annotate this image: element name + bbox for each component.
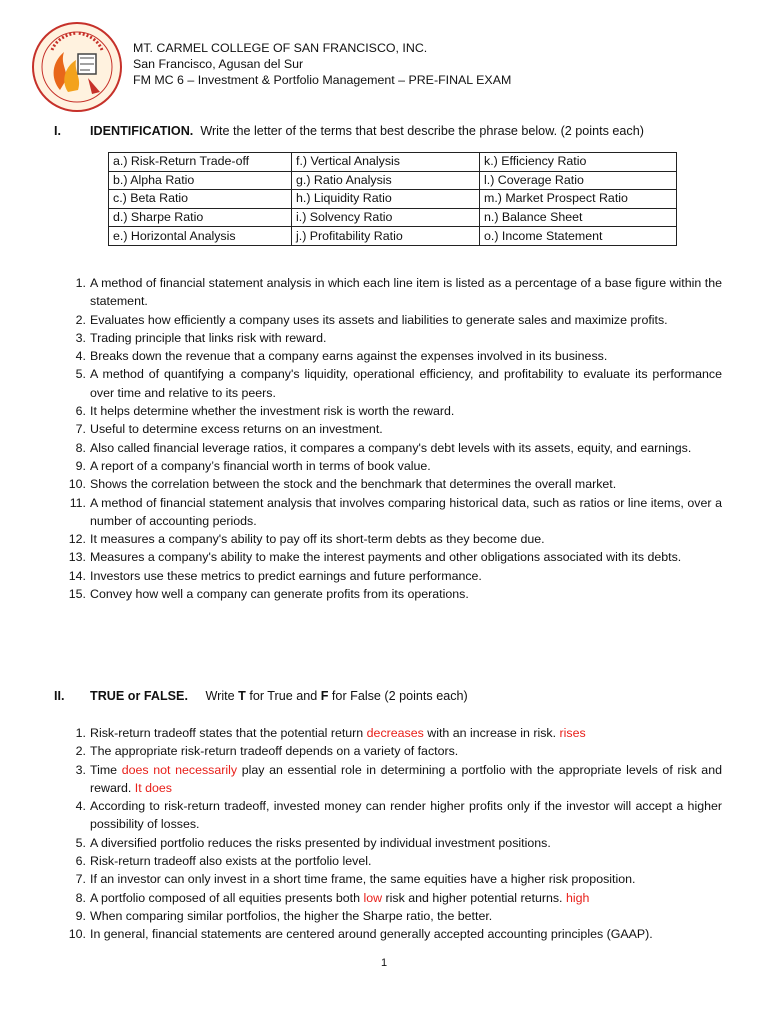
table-row: [109, 153, 677, 172]
item-text: It measures a company's ability to pay off its short-term debts as they become due.: [90, 532, 545, 547]
item-text: A portfolio composed of all equities presents both: [90, 890, 364, 905]
item-number: 3.: [75, 762, 86, 777]
term-cell: a.) Risk-Return Trade-off: [109, 153, 292, 172]
answer-annotation: low: [363, 890, 383, 905]
item-number: 10.: [68, 477, 86, 492]
list-item: [0, 870, 722, 888]
term-cell: n.) Balance Sheet: [480, 208, 677, 227]
true-false-items: [0, 724, 722, 944]
answer-annotation: decreases: [366, 726, 424, 740]
item-number: 7.: [75, 872, 86, 887]
section-true-false-title: [54, 689, 468, 703]
header-course: FM MC 6 – Investment & Portfolio Management – PRE-FINAL EXAM: [133, 73, 512, 87]
item-text: risk and higher potential returns.: [382, 890, 566, 905]
item-text: Evaluates how efficiently a company uses its assets and liabilities to generate sales and maximize profits.: [90, 312, 668, 327]
list-item: [0, 548, 722, 566]
list-item: [0, 585, 722, 603]
item-number: 3.: [75, 330, 86, 345]
header-institution: MT. CARMEL COLLEGE OF SAN FRANCISCO, INC.: [133, 41, 428, 55]
item-text: A method of quantifying a company's liquidity, operational efficiency, and profitability to evaluate its performance over time and relative to its peers.: [90, 367, 722, 400]
term-cell: m.) Market Prospect Ratio: [480, 190, 677, 209]
document-header: [133, 40, 511, 88]
item-number: 9.: [75, 908, 86, 923]
item-number: 2.: [75, 312, 86, 327]
section-instructions: Write the letter of the terms that best describe the phrase below. (2 points each): [200, 124, 644, 138]
list-item: [0, 420, 722, 438]
section-heading: TRUE or FALSE.: [90, 689, 188, 703]
item-text: Measures a company's ability to make the interest payments and other obligations associated with its debts.: [90, 550, 682, 565]
item-text: A report of a company’s financial worth in terms of book value.: [90, 458, 431, 473]
list-item: [0, 475, 722, 493]
term-cell: g.) Ratio Analysis: [292, 171, 480, 190]
item-text: If an investor can only invest in a short time frame, the same equities have a higher risk proposition.: [90, 872, 636, 887]
list-item: [0, 329, 722, 347]
section-number: II.: [54, 689, 65, 703]
item-number: 15.: [68, 587, 86, 602]
item-text: Time: [90, 762, 122, 777]
list-item: [0, 274, 722, 311]
item-text: Trading principle that links risk with reward.: [90, 330, 327, 345]
item-number: 10.: [68, 927, 86, 942]
terms-table: [108, 152, 677, 246]
item-number: 2.: [75, 744, 86, 759]
term-cell: k.) Efficiency Ratio: [480, 153, 677, 172]
list-item: [0, 439, 722, 457]
list-item: [0, 724, 722, 742]
list-item: [0, 311, 722, 329]
item-text: Investors use these metrics to predict earnings and future performance.: [90, 568, 482, 583]
item-number: 1.: [75, 726, 86, 740]
item-text: Also called financial leverage ratios, it compares a company's debt levels with its assets, equity, and earnings.: [90, 440, 692, 455]
item-text: In general, financial statements are centered around generally accepted accounting principles (GAAP).: [90, 927, 653, 942]
list-item: [0, 347, 722, 365]
item-number: 12.: [68, 532, 86, 547]
item-number: 11.: [69, 495, 86, 510]
item-number: 8.: [75, 890, 86, 905]
item-number: 5.: [75, 367, 86, 382]
item-text: play an essential role in determining a portfolio with the appropriate levels of risk and reward.: [90, 762, 722, 795]
item-number: 4.: [75, 799, 86, 814]
list-item: [0, 852, 722, 870]
item-text: It helps determine whether the investment risk is worth the reward.: [90, 404, 455, 419]
college-seal-logo: [30, 20, 124, 114]
section-number: I.: [54, 124, 61, 138]
section-instructions: Write T for True and F for False (2 points each): [205, 689, 468, 703]
item-text: A method of financial statement analysis that involves comparing historical data, such as ratios or line items, over a number of accounting periods.: [90, 495, 722, 528]
term-cell: h.) Liquidity Ratio: [292, 190, 480, 209]
item-number: 1.: [75, 276, 86, 290]
term-cell: f.) Vertical Analysis: [292, 153, 480, 172]
list-item: [0, 797, 722, 834]
list-item: [0, 365, 722, 402]
item-text: According to risk-return tradeoff, invested money can render higher profits only if the investor will accept a higher possibility of losses.: [90, 799, 722, 832]
header-location: San Francisco, Agusan del Sur: [133, 57, 304, 71]
item-text: Risk-return tradeoff states that the potential return: [90, 726, 367, 740]
section-heading: IDENTIFICATION.: [90, 124, 194, 138]
list-item: [0, 834, 722, 852]
item-text: A diversified portfolio reduces the risks presented by individual investment positions.: [90, 835, 551, 850]
list-item: [0, 925, 722, 943]
answer-annotation: does not necessarily: [121, 762, 238, 777]
term-cell: e.) Horizontal Analysis: [109, 227, 292, 246]
item-number: 13.: [68, 550, 86, 565]
page-number: 1: [380, 957, 388, 969]
list-item: [0, 761, 722, 798]
answer-annotation: It does: [134, 780, 172, 795]
item-number: 7.: [75, 422, 86, 437]
item-text: Breaks down the revenue that a company earns against the expenses involved in its business.: [90, 349, 608, 364]
identification-items: [0, 274, 722, 603]
term-cell: b.) Alpha Ratio: [109, 171, 292, 190]
list-item: [0, 457, 722, 475]
list-item: [0, 742, 722, 760]
table-row: [109, 227, 677, 246]
item-text: with an increase in risk.: [423, 726, 560, 740]
item-number: 14.: [68, 568, 86, 583]
list-item: [0, 530, 722, 548]
table-row: [109, 171, 677, 190]
item-number: 5.: [75, 835, 86, 850]
term-cell: o.) Income Statement: [480, 227, 677, 246]
term-cell: l.) Coverage Ratio: [480, 171, 677, 190]
term-cell: i.) Solvency Ratio: [292, 208, 480, 227]
list-item: [0, 402, 722, 420]
term-cell: j.) Profitability Ratio: [292, 227, 480, 246]
item-text: Risk-return tradeoff also exists at the portfolio level.: [90, 854, 372, 869]
item-text: Shows the correlation between the stock and the benchmark that determines the overall market.: [90, 477, 617, 492]
table-row: [109, 190, 677, 209]
list-item: [0, 494, 722, 531]
term-cell: c.) Beta Ratio: [109, 190, 292, 209]
item-text: Useful to determine excess returns on an investment.: [90, 422, 383, 437]
list-item: [0, 567, 722, 585]
answer-annotation: high: [565, 890, 590, 905]
item-number: 6.: [75, 404, 86, 419]
item-text: The appropriate risk-return tradeoff depends on a variety of factors.: [90, 744, 459, 759]
list-item: [0, 889, 722, 907]
item-number: 8.: [75, 440, 86, 455]
item-text: Convey how well a company can generate profits from its operations.: [90, 587, 469, 602]
item-number: 4.: [75, 349, 86, 364]
item-number: 6.: [75, 854, 86, 869]
section-identification-title: [54, 124, 644, 138]
item-text: When comparing similar portfolios, the higher the Sharpe ratio, the better.: [90, 908, 493, 923]
answer-annotation: rises: [559, 726, 586, 740]
table-row: [109, 208, 677, 227]
term-cell: d.) Sharpe Ratio: [109, 208, 292, 227]
item-number: 9.: [75, 458, 86, 473]
item-text: A method of financial statement analysis in which each line item is listed as a percentage of a base figure within the statement.: [90, 276, 722, 309]
list-item: [0, 907, 722, 925]
